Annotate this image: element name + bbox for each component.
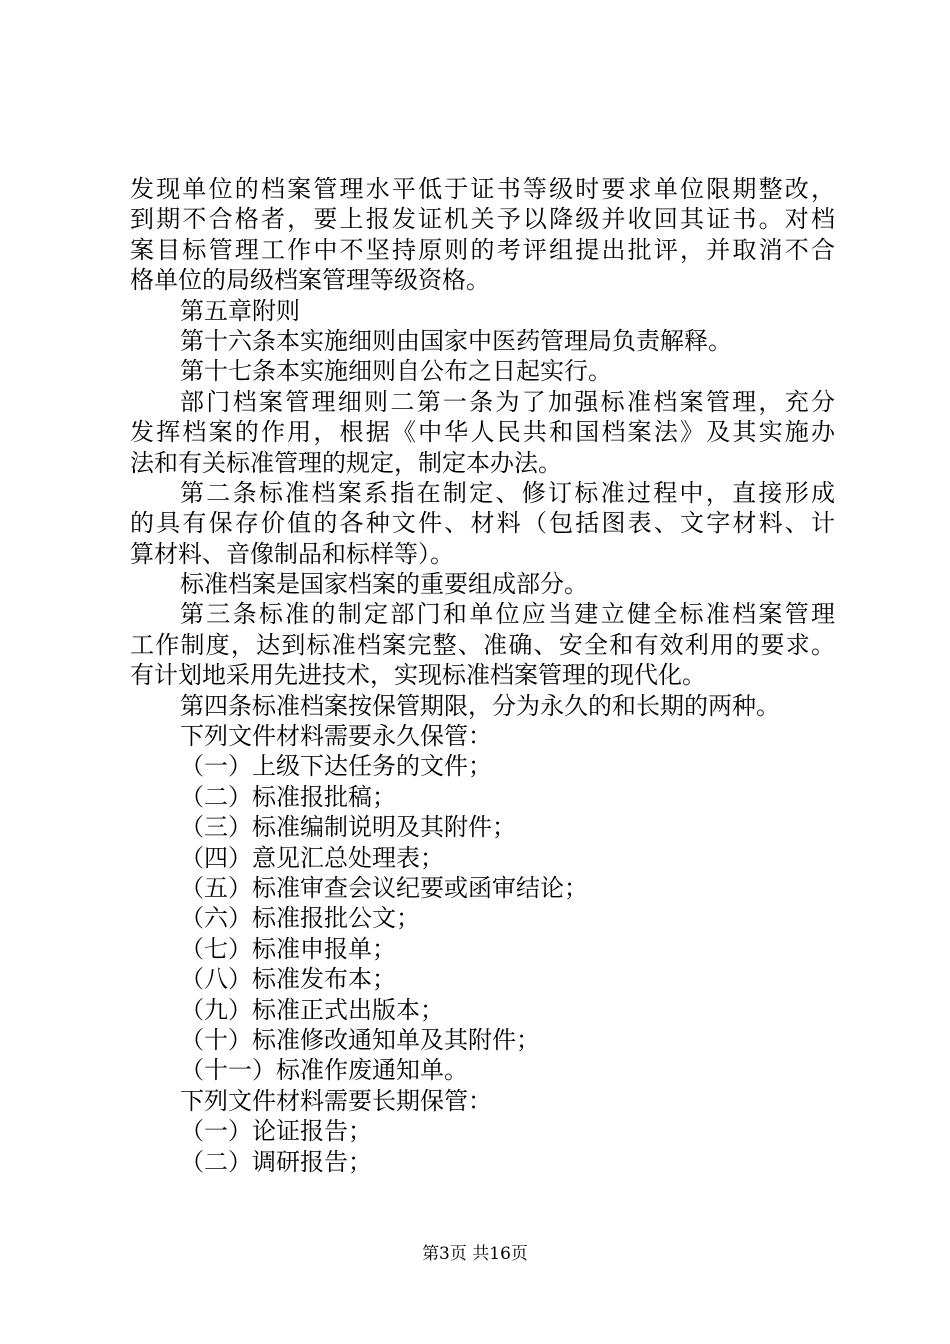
text-line: （八）标准发布本； (180, 965, 396, 994)
text-line: 发挥档案的作用，根据《中华人民共和国档案法》及其实施办 (130, 418, 835, 447)
text-line: 有计划地采用先进技术，实现标准档案管理的现代化。 (130, 661, 706, 690)
document-body (130, 174, 835, 1177)
page-footer: 第3页 共16页 (422, 1244, 528, 1264)
text-line: 第二条标准档案系指在制定、修订标准过程中，直接形成 (180, 478, 835, 507)
text-line: 下列文件材料需要永久保管： (180, 722, 492, 751)
text-line: （二）标准报批稿； (180, 782, 396, 811)
text-line: 第四条标准档案按保管期限，分为永久的和长期的两种。 (180, 691, 780, 720)
text-line: 的具有保存价值的各种文件、材料（包括图表、文字材料、计 (130, 509, 835, 538)
text-line: 下列文件材料需要长期保管： (180, 1086, 492, 1115)
text-line: （十一）标准作废通知单。 (180, 1056, 468, 1085)
text-line: （九）标准正式出版本； (180, 995, 444, 1024)
text-line: （一）论证报告； (180, 1117, 372, 1146)
text-line: 法和有关标准管理的规定，制定本办法。 (130, 448, 562, 477)
text-line: （三）标准编制说明及其附件； (180, 813, 516, 842)
text-line: 到期不合格者，要上报发证机关予以降级并收回其证书。对档 (130, 205, 835, 234)
text-line: （六）标准报批公文； (180, 904, 420, 933)
text-line: （一）上级下达任务的文件； (180, 752, 492, 781)
text-line: 第五章附则 (180, 296, 300, 325)
text-line: （五）标准审查会议纪要或函审结论； (180, 873, 588, 902)
text-line: （四）意见汇总处理表； (180, 843, 444, 872)
text-line: （七）标准申报单； (180, 934, 396, 963)
text-line: 部门档案管理细则二第一条为了加强标准档案管理，充分 (180, 387, 835, 416)
text-line: 工作制度，达到标准档案完整、准确、安全和有效利用的要求。 (130, 630, 835, 659)
text-line: 第十七条本实施细则自公布之日起实行。 (180, 357, 612, 386)
text-line: （十）标准修改通知单及其附件； (180, 1025, 540, 1054)
text-line: （二）调研报告； (180, 1147, 372, 1176)
text-line: 第十六条本实施细则由国家中医药管理局负责解释。 (180, 326, 732, 355)
text-line: 发现单位的档案管理水平低于证书等级时要求单位限期整改， (130, 175, 835, 203)
text-line: 格单位的局级档案管理等级资格。 (130, 266, 490, 295)
text-line: 算材料、音像制品和标样等）。 (130, 539, 454, 568)
text-line: 第三条标准的制定部门和单位应当建立健全标准档案管理 (180, 600, 835, 629)
text-line: 标准档案是国家档案的重要组成部分。 (180, 570, 588, 599)
text-line: 案目标管理工作中不坚持原则的考评组提出批评，并取消不合 (130, 235, 835, 264)
